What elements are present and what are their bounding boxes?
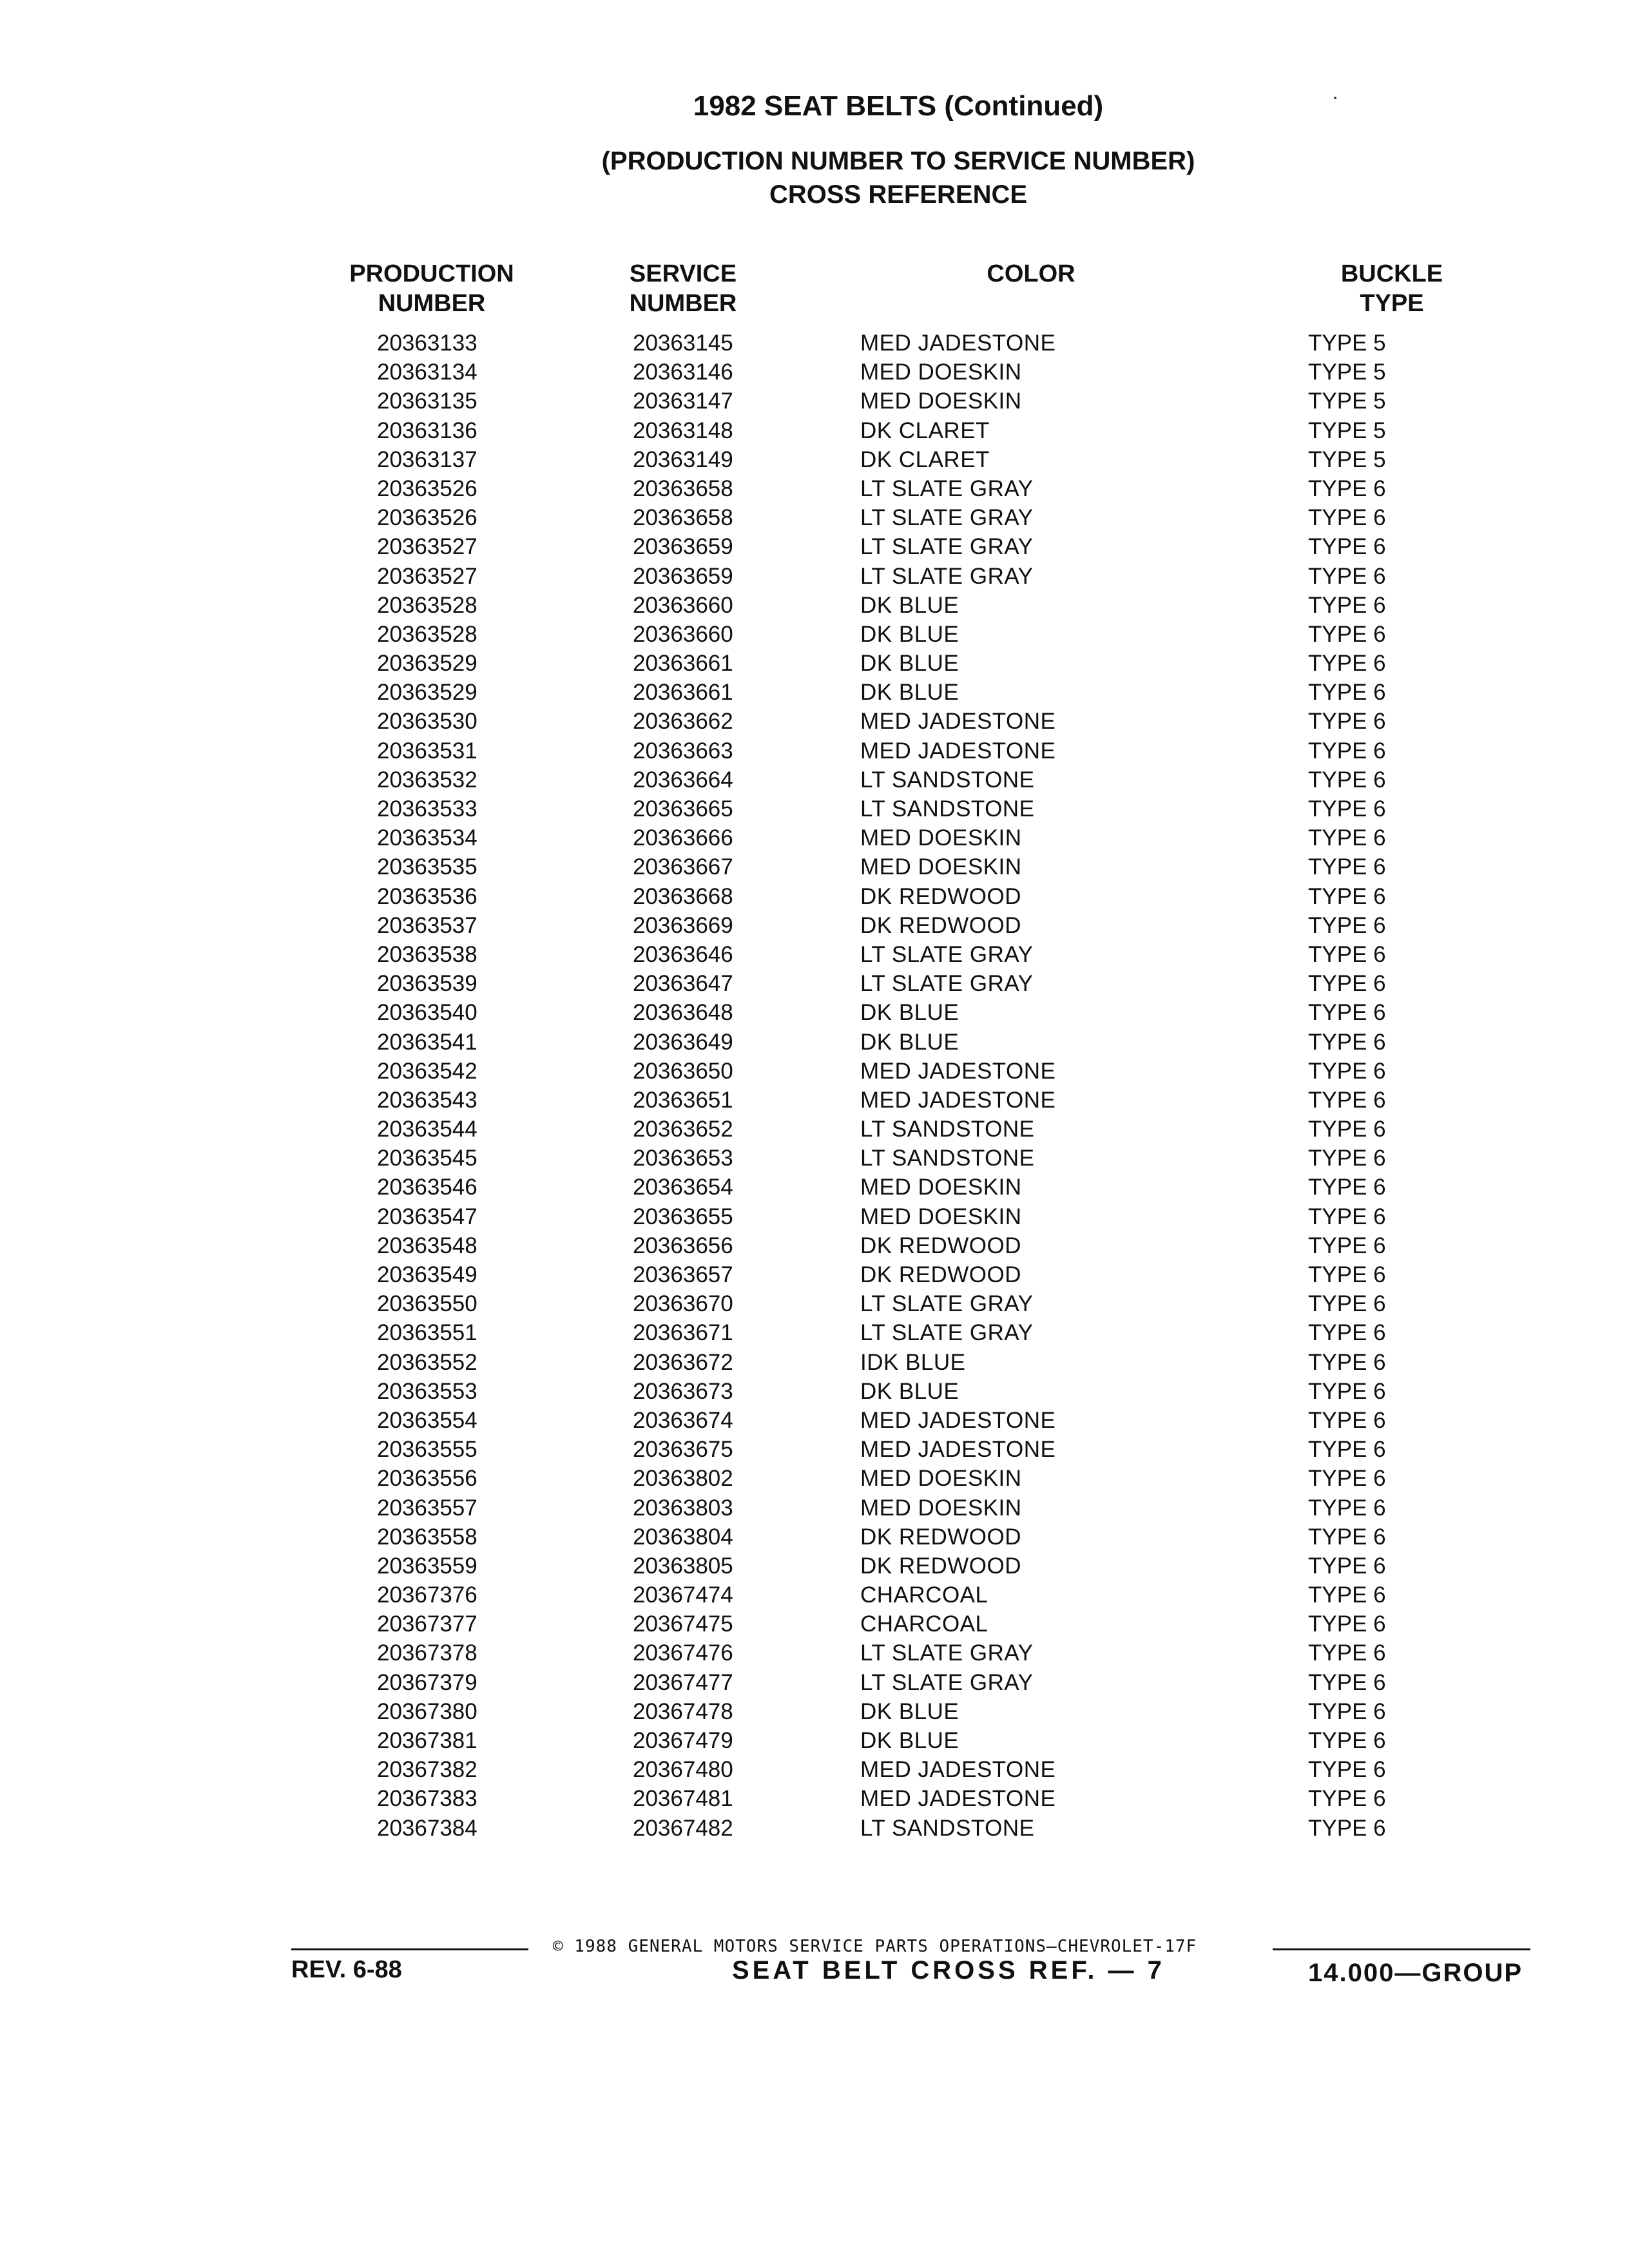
table-row [0,1057,1629,1086]
table-row [0,1726,1629,1755]
color-cell: LT SLATE GRAY [860,505,1034,531]
production-number-cell: 20367379 [377,1669,477,1695]
service-number-cell: 20363145 [633,331,733,356]
buckle-type-cell: TYPE 6 [1308,941,1386,967]
buckle-type-cell: TYPE 6 [1308,592,1386,618]
service-number-cell: 20363661 [633,680,733,706]
color-cell: MED JADESTONE [860,1058,1056,1084]
color-cell: CHARCOAL [860,1611,988,1637]
buckle-type-cell: TYPE 6 [1308,1000,1386,1026]
color-cell: LT SANDSTONE [860,796,1035,822]
color-cell: DK REDWOOD [860,883,1021,909]
buckle-type-cell: TYPE 6 [1308,1233,1386,1258]
production-number-cell: 20363552 [377,1349,477,1375]
table-row [0,707,1629,736]
color-cell: MED DOESKIN [860,854,1022,880]
table-row [0,1464,1629,1493]
table-row [0,969,1629,998]
color-cell: IDK BLUE [860,1349,966,1375]
service-number-cell: 20363805 [633,1553,733,1579]
color-cell: MED JADESTONE [860,1437,1056,1463]
table-row [0,794,1629,823]
production-number-cell: 20363531 [377,738,477,764]
production-number-cell: 20363136 [377,418,477,443]
service-number-cell: 20363802 [633,1466,733,1492]
buckle-type-cell: TYPE 6 [1308,1146,1386,1171]
color-cell: DK BLUE [860,1029,959,1055]
color-cell: MED JADESTONE [860,709,1056,735]
table-row [0,998,1629,1027]
production-number-cell: 20363540 [377,1000,477,1026]
buckle-type-cell: TYPE 5 [1308,360,1386,385]
buckle-type-cell: TYPE 6 [1308,1815,1386,1841]
service-number-cell: 20367479 [633,1728,733,1753]
buckle-type-cell: TYPE 5 [1308,331,1386,356]
color-cell: MED DOESKIN [860,1175,1022,1200]
service-number-cell: 20363668 [633,883,733,909]
production-number-cell: 20363551 [377,1320,477,1346]
service-number-cell: 20367482 [633,1815,733,1841]
buckle-type-cell: TYPE 6 [1308,1087,1386,1113]
production-number-cell: 20367378 [377,1640,477,1666]
table-row [0,532,1629,561]
color-cell: LT SLATE GRAY [860,534,1034,560]
table-row [0,591,1629,620]
buckle-type-cell: TYPE 6 [1308,476,1386,501]
buckle-type-cell: TYPE 6 [1308,1524,1386,1550]
footer-group: 14.000—GROUP [1308,1959,1523,1987]
production-number-cell: 20363526 [377,505,477,531]
table-row [0,1289,1629,1318]
service-number-cell: 20367481 [633,1786,733,1812]
service-number-cell: 20363657 [633,1262,733,1287]
service-number-cell: 20363653 [633,1146,733,1171]
column-header-production-number: PRODUCTION NUMBER [349,260,514,317]
production-number-cell: 20363532 [377,767,477,793]
color-cell: DK BLUE [860,1000,959,1026]
color-cell: LT SLATE GRAY [860,1291,1034,1317]
table-row [0,1202,1629,1231]
color-cell: LT SLATE GRAY [860,941,1034,967]
table-row [0,562,1629,591]
production-number-cell: 20363550 [377,1291,477,1317]
color-cell: LT SANDSTONE [860,1117,1035,1142]
color-cell: MED DOESKIN [860,389,1022,414]
color-cell: DK BLUE [860,1728,959,1753]
table-row [0,1814,1629,1843]
table-row [0,1173,1629,1202]
buckle-type-cell: TYPE 5 [1308,389,1386,414]
footer-copyright: © 1988 GENERAL MOTORS SERVICE PARTS OPERATIONS—CHEVROLET-17F [553,1937,1197,1956]
buckle-type-cell: TYPE 6 [1308,505,1386,531]
service-number-cell: 20367478 [633,1698,733,1724]
service-number-cell: 20363646 [633,941,733,967]
service-number-cell: 20367480 [633,1757,733,1783]
service-number-cell: 20363659 [633,534,733,560]
color-cell: LT SLATE GRAY [860,1669,1034,1695]
service-number-cell: 20363663 [633,738,733,764]
footer-page-reference: SEAT BELT CROSS REF. — 7 [732,1956,1165,1984]
service-number-cell: 20367476 [633,1640,733,1666]
table-row [0,1523,1629,1552]
color-cell: MED JADESTONE [860,1407,1056,1433]
buckle-type-cell: TYPE 6 [1308,825,1386,851]
page-subtitle: (PRODUCTION NUMBER TO SERVICE NUMBER) [601,147,1195,175]
table-row [0,940,1629,969]
table-row [0,1697,1629,1726]
color-cell: DK BLUE [860,592,959,618]
production-number-cell: 20363530 [377,709,477,735]
buckle-type-cell: TYPE 6 [1308,621,1386,647]
service-number-cell: 20363664 [633,767,733,793]
buckle-type-cell: TYPE 6 [1308,1466,1386,1492]
production-number-cell: 20367384 [377,1815,477,1841]
production-number-cell: 20363135 [377,389,477,414]
service-number-cell: 20363671 [633,1320,733,1346]
service-number-cell: 20363655 [633,1204,733,1229]
service-number-cell: 20363651 [633,1087,733,1113]
page-title: 1982 SEAT BELTS (Continued) [693,90,1104,122]
service-number-cell: 20363667 [633,854,733,880]
service-number-cell: 20363659 [633,563,733,589]
production-number-cell: 20363553 [377,1378,477,1404]
buckle-type-cell: TYPE 6 [1308,1204,1386,1229]
buckle-type-cell: TYPE 6 [1308,1640,1386,1666]
production-number-cell: 20363527 [377,563,477,589]
service-number-cell: 20363649 [633,1029,733,1055]
color-cell: DK REDWOOD [860,912,1021,938]
color-cell: DK BLUE [860,1378,959,1404]
production-number-cell: 20367376 [377,1582,477,1608]
table-row [0,329,1629,358]
table-row [0,1581,1629,1610]
buckle-type-cell: TYPE 6 [1308,1728,1386,1753]
color-cell: LT SANDSTONE [860,1146,1035,1171]
service-number-cell: 20363672 [633,1349,733,1375]
service-number-cell: 20363148 [633,418,733,443]
production-number-cell: 20363549 [377,1262,477,1287]
color-cell: LT SLATE GRAY [860,971,1034,997]
service-number-cell: 20363669 [633,912,733,938]
buckle-type-cell: TYPE 6 [1308,651,1386,677]
service-number-cell: 20363658 [633,476,733,501]
production-number-cell: 20363546 [377,1175,477,1200]
production-number-cell: 20363545 [377,1146,477,1171]
buckle-type-cell: TYPE 6 [1308,1058,1386,1084]
buckle-type-cell: TYPE 6 [1308,854,1386,880]
service-number-cell: 20363665 [633,796,733,822]
column-header-color: COLOR [987,260,1075,287]
footer-rule-left [291,1948,528,1950]
service-number-cell: 20363647 [633,971,733,997]
scan-speck [1334,97,1336,99]
table-row [0,1668,1629,1697]
service-number-cell: 20363673 [633,1378,733,1404]
production-number-cell: 20363535 [377,854,477,880]
buckle-type-cell: TYPE 6 [1308,1117,1386,1142]
service-number-cell: 20363147 [633,389,733,414]
production-number-cell: 20363555 [377,1437,477,1463]
color-cell: DK REDWOOD [860,1524,1021,1550]
footer-revision: REV. 6-88 [291,1956,402,1983]
production-number-cell: 20363556 [377,1466,477,1492]
color-cell: LT SLATE GRAY [860,563,1034,589]
production-number-cell: 20363544 [377,1117,477,1142]
production-number-cell: 20363137 [377,447,477,472]
color-cell: MED JADESTONE [860,738,1056,764]
buckle-type-cell: TYPE 6 [1308,1786,1386,1812]
table-row [0,387,1629,416]
table-row [0,1115,1629,1144]
production-number-cell: 20363542 [377,1058,477,1084]
table-row [0,1639,1629,1667]
production-number-cell: 20363543 [377,1087,477,1113]
buckle-type-cell: TYPE 6 [1308,1291,1386,1317]
table-row [0,911,1629,940]
buckle-type-cell: TYPE 6 [1308,1495,1386,1521]
table-row [0,1028,1629,1057]
production-number-cell: 20363548 [377,1233,477,1258]
table-row [0,823,1629,852]
color-cell: DK BLUE [860,1698,959,1724]
color-cell: DK BLUE [860,651,959,677]
service-number-cell: 20363670 [633,1291,733,1317]
table-row [0,1231,1629,1260]
production-number-cell: 20363536 [377,883,477,909]
color-cell: MED JADESTONE [860,1786,1056,1812]
service-number-cell: 20363675 [633,1437,733,1463]
table-row [0,1552,1629,1581]
color-cell: DK CLARET [860,447,990,472]
color-cell: MED JADESTONE [860,1757,1056,1783]
table-row [0,882,1629,911]
table-row [0,1086,1629,1115]
table-row [0,1318,1629,1347]
buckle-type-cell: TYPE 6 [1308,883,1386,909]
service-number-cell: 20367475 [633,1611,733,1637]
color-cell: MED DOESKIN [860,360,1022,385]
service-number-cell: 20363656 [633,1233,733,1258]
service-number-cell: 20363660 [633,621,733,647]
buckle-type-cell: TYPE 6 [1308,563,1386,589]
production-number-cell: 20367377 [377,1611,477,1637]
color-cell: MED DOESKIN [860,825,1022,851]
color-cell: MED JADESTONE [860,1087,1056,1113]
table-row [0,1610,1629,1639]
production-number-cell: 20363529 [377,651,477,677]
buckle-type-cell: TYPE 6 [1308,1698,1386,1724]
service-number-cell: 20363661 [633,651,733,677]
production-number-cell: 20363554 [377,1407,477,1433]
table-row [0,1755,1629,1784]
service-number-cell: 20363658 [633,505,733,531]
production-number-cell: 20363538 [377,941,477,967]
table-row [0,474,1629,503]
service-number-cell: 20367477 [633,1669,733,1695]
service-number-cell: 20363650 [633,1058,733,1084]
buckle-type-cell: TYPE 5 [1308,418,1386,443]
production-number-cell: 20363134 [377,360,477,385]
buckle-type-cell: TYPE 6 [1308,1611,1386,1637]
buckle-type-cell: TYPE 6 [1308,1582,1386,1608]
production-number-cell: 20363537 [377,912,477,938]
production-number-cell: 20363534 [377,825,477,851]
service-number-cell: 20363662 [633,709,733,735]
production-number-cell: 20367382 [377,1757,477,1783]
table-row [0,358,1629,387]
color-cell: MED JADESTONE [860,331,1056,356]
production-number-cell: 20363557 [377,1495,477,1521]
color-cell: MED DOESKIN [860,1466,1022,1492]
table-row [0,1144,1629,1173]
column-header-service-number: SERVICE NUMBER [629,260,737,317]
production-number-cell: 20367381 [377,1728,477,1753]
buckle-type-cell: TYPE 6 [1308,1378,1386,1404]
table-row [0,765,1629,794]
cross-reference-table [0,329,1629,1843]
service-number-cell: 20363804 [633,1524,733,1550]
color-cell: MED DOESKIN [860,1204,1022,1229]
service-number-cell: 20363654 [633,1175,733,1200]
production-number-cell: 20363133 [377,331,477,356]
production-number-cell: 20363539 [377,971,477,997]
table-row [0,620,1629,649]
buckle-type-cell: TYPE 6 [1308,534,1386,560]
buckle-type-cell: TYPE 6 [1308,1757,1386,1783]
color-cell: LT SLATE GRAY [860,1320,1034,1346]
production-number-cell: 20363528 [377,621,477,647]
column-header-buckle-type: BUCKLE TYPE [1340,260,1443,317]
production-number-cell: 20363541 [377,1029,477,1055]
footer-rule-right [1273,1948,1530,1950]
buckle-type-cell: TYPE 6 [1308,912,1386,938]
service-number-cell: 20363648 [633,1000,733,1026]
table-row [0,1377,1629,1406]
color-cell: DK REDWOOD [860,1553,1021,1579]
production-number-cell: 20363529 [377,680,477,706]
page-subtitle-cross-reference: CROSS REFERENCE [769,180,1028,209]
buckle-type-cell: TYPE 6 [1308,1320,1386,1346]
table-row [0,1494,1629,1523]
service-number-cell: 20363803 [633,1495,733,1521]
buckle-type-cell: TYPE 6 [1308,1437,1386,1463]
buckle-type-cell: TYPE 6 [1308,1349,1386,1375]
color-cell: DK REDWOOD [860,1233,1021,1258]
service-number-cell: 20363660 [633,592,733,618]
table-row [0,1406,1629,1435]
table-row [0,649,1629,678]
buckle-type-cell: TYPE 6 [1308,971,1386,997]
buckle-type-cell: TYPE 6 [1308,1669,1386,1695]
color-cell: LT SLATE GRAY [860,1640,1034,1666]
buckle-type-cell: TYPE 6 [1308,767,1386,793]
buckle-type-cell: TYPE 5 [1308,447,1386,472]
service-number-cell: 20363674 [633,1407,733,1433]
service-number-cell: 20363666 [633,825,733,851]
production-number-cell: 20363526 [377,476,477,501]
production-number-cell: 20363528 [377,592,477,618]
production-number-cell: 20363559 [377,1553,477,1579]
buckle-type-cell: TYPE 6 [1308,1262,1386,1287]
table-row [0,445,1629,474]
production-number-cell: 20367380 [377,1698,477,1724]
production-number-cell: 20363527 [377,534,477,560]
buckle-type-cell: TYPE 6 [1308,680,1386,706]
color-cell: DK CLARET [860,418,990,443]
color-cell: DK BLUE [860,621,959,647]
service-number-cell: 20363146 [633,360,733,385]
table-row [0,416,1629,445]
production-number-cell: 20363558 [377,1524,477,1550]
table-row [0,1260,1629,1289]
buckle-type-cell: TYPE 6 [1308,1175,1386,1200]
production-number-cell: 20367383 [377,1786,477,1812]
color-cell: DK BLUE [860,680,959,706]
service-number-cell: 20363652 [633,1117,733,1142]
table-row [0,1435,1629,1464]
table-row [0,503,1629,532]
service-number-cell: 20363149 [633,447,733,472]
color-cell: CHARCOAL [860,1582,988,1608]
service-number-cell: 20367474 [633,1582,733,1608]
buckle-type-cell: TYPE 6 [1308,1029,1386,1055]
production-number-cell: 20363533 [377,796,477,822]
buckle-type-cell: TYPE 6 [1308,709,1386,735]
table-row [0,678,1629,707]
color-cell: LT SANDSTONE [860,1815,1035,1841]
table-row [0,1348,1629,1377]
color-cell: MED DOESKIN [860,1495,1022,1521]
table-row [0,736,1629,765]
table-row [0,852,1629,881]
buckle-type-cell: TYPE 6 [1308,1553,1386,1579]
buckle-type-cell: TYPE 6 [1308,796,1386,822]
color-cell: LT SANDSTONE [860,767,1035,793]
color-cell: LT SLATE GRAY [860,476,1034,501]
buckle-type-cell: TYPE 6 [1308,738,1386,764]
production-number-cell: 20363547 [377,1204,477,1229]
buckle-type-cell: TYPE 6 [1308,1407,1386,1433]
color-cell: DK REDWOOD [860,1262,1021,1287]
table-row [0,1784,1629,1813]
